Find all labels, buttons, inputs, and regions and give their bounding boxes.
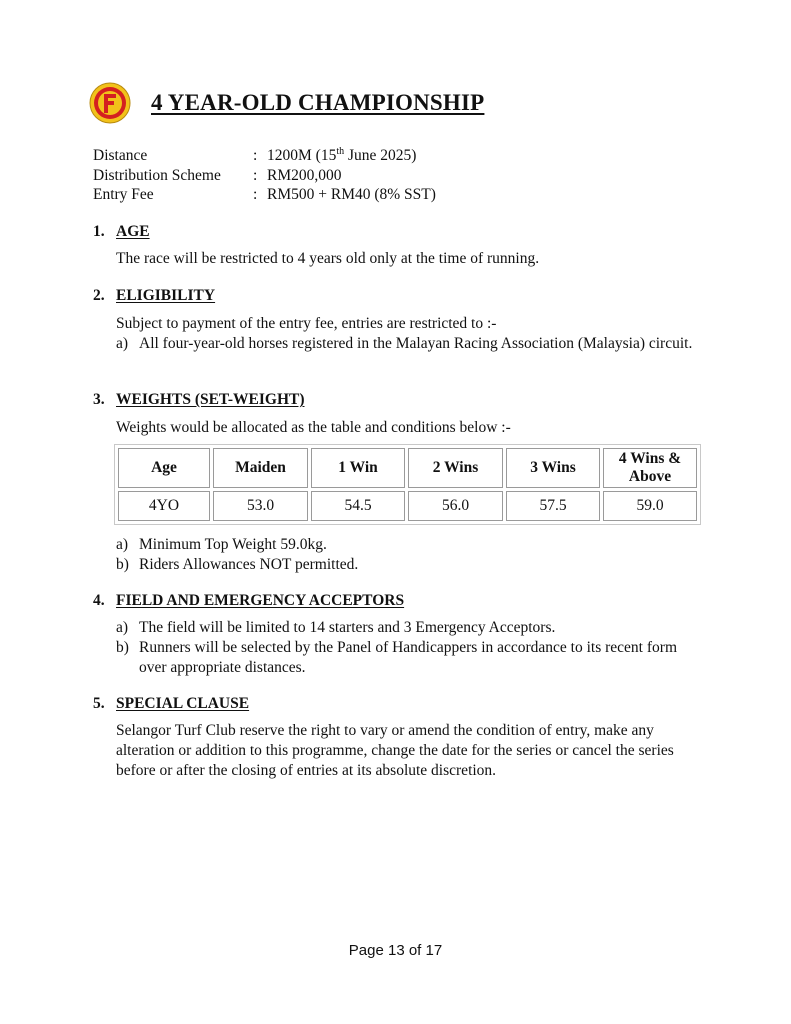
table-header: Age — [118, 448, 210, 488]
table-header: Maiden — [213, 448, 308, 488]
colon: : — [253, 166, 258, 184]
table-header-row — [118, 448, 697, 488]
table-cell: 54.5 — [311, 491, 405, 521]
section-special-heading: 5. SPECIAL CLAUSE — [93, 695, 250, 712]
list-item: a) All four-year-old horses registered in the Malayan Racing Association (Malaysia) circuit. — [116, 335, 693, 352]
scheme-value: RM200,000 — [267, 166, 342, 184]
fee-label: Entry Fee — [93, 186, 154, 203]
list-item: b) Runners will be selected by the Panel of Handicappers in accordance to its recent form over appropriate distances. — [116, 639, 677, 676]
section-eligibility-intro: Subject to payment of the entry fee, entries are restricted to :- — [116, 315, 497, 332]
list-item: a) The field will be limited to 14 starters and 3 Emergency Acceptors. — [116, 619, 556, 636]
table-header: 1 Win — [311, 448, 405, 488]
section-eligibility-heading: 2. ELIGIBILITY — [93, 287, 216, 304]
table-header: 3 Wins — [506, 448, 600, 488]
colon: : — [253, 147, 258, 164]
table-cell: 4YO — [118, 491, 210, 521]
section-weights-intro: Weights would be allocated as the table and conditions below :- — [116, 419, 511, 436]
page-number: Page 13 of 17 — [348, 942, 443, 959]
scheme-row — [93, 166, 436, 186]
table-cell: 57.5 — [506, 491, 600, 521]
list-item: a) Minimum Top Weight 59.0kg. — [116, 536, 327, 553]
distance-label: Distance — [93, 147, 148, 164]
section-weights-heading: 3. WEIGHTS (SET-WEIGHT) — [93, 391, 305, 408]
scheme-label: Distribution Scheme — [93, 166, 221, 184]
colon: : — [253, 186, 258, 203]
distance-row — [93, 146, 436, 166]
fee-row — [93, 185, 436, 205]
section-field-heading: 4. FIELD AND EMERGENCY ACCEPTORS — [93, 592, 405, 609]
club-logo-icon — [89, 82, 131, 124]
section-special-text: Selangor Turf Club reserve the right to vary or amend the condition of entry, make any alteration or addition to this programme, change the date for the series or cancel the series before or after the closing of entries at its absolute discretion. — [116, 722, 674, 779]
table-cell: 59.0 — [603, 491, 697, 521]
table-header: 4 Wins & Above — [603, 448, 697, 488]
table-header: 2 Wins — [408, 448, 503, 488]
table-cell: 53.0 — [213, 491, 308, 521]
page-title: 4 YEAR-OLD CHAMPIONSHIP — [151, 90, 485, 115]
section-age-text: The race will be restricted to 4 years old only at the time of running. — [116, 250, 540, 267]
table-row — [118, 491, 697, 521]
list-item: b) Riders Allowances NOT permitted. — [116, 556, 359, 573]
race-info — [93, 146, 436, 205]
section-age-heading: 1. AGE — [93, 223, 150, 240]
weights-table — [114, 444, 701, 525]
table-cell: 56.0 — [408, 491, 503, 521]
distance-value: 1200M (15th June 2025) — [267, 145, 417, 164]
fee-value: RM500 + RM40 (8% SST) — [267, 186, 436, 203]
